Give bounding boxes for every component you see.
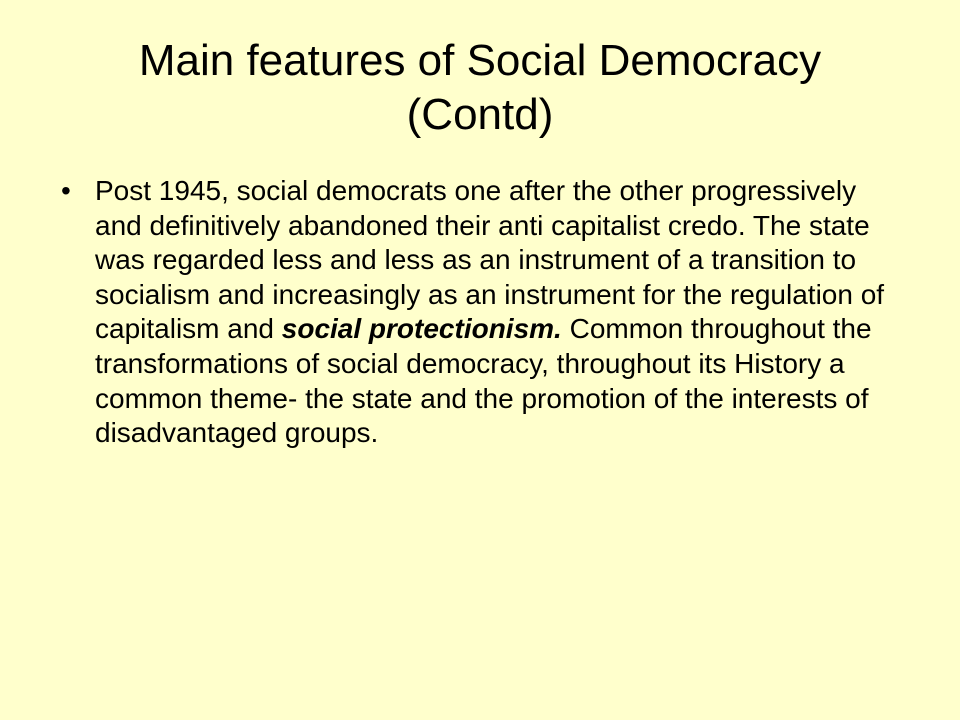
bullet-text-before: Post 1945, social democrats one after the other progressively and definitively abandoned their anti capitalist credo. The state was regarded less and less as an instrument of a transition to socialism and increasingly as an instrument for the regulation of capitalism and (95, 175, 885, 345)
slide-title-line-2: (Contd) (406, 90, 554, 139)
bullet-text-after: Common throughout the transformations of social democracy, throughout its History a common theme- the state and the promotion of the interests of disadvantaged groups. (95, 313, 872, 449)
slide-title-line-1: Main features of Social Democracy (138, 36, 822, 85)
bullet-emphasis-text: social protectionism. (281, 313, 562, 345)
bullet-item (58, 174, 908, 451)
slide-title (30, 34, 930, 142)
bullet-marker: • (61, 175, 71, 206)
bullet-list (58, 174, 908, 451)
